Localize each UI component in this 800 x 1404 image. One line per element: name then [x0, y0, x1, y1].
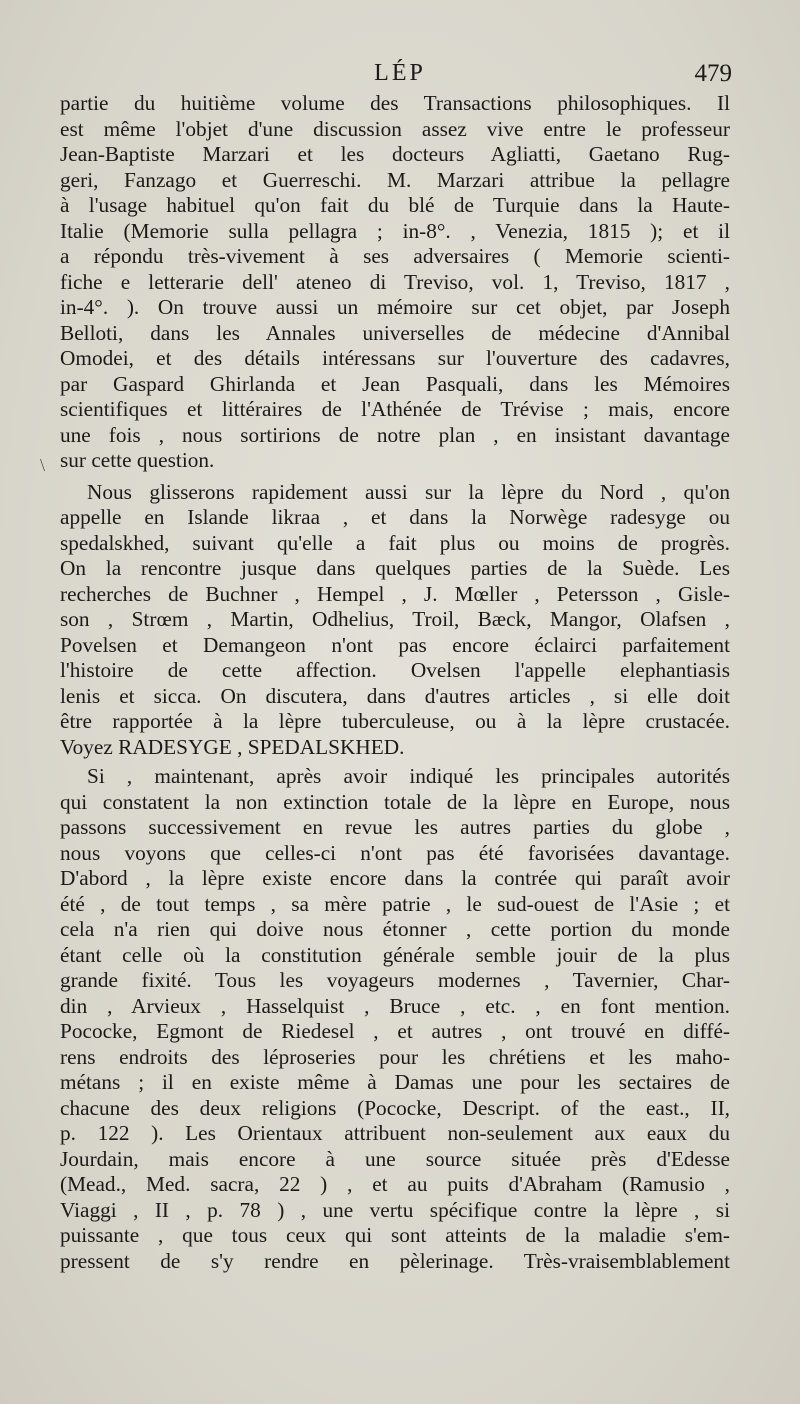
- text-line: puissante , que tous ceux qui sont atteints de la maladie s'em-: [60, 1223, 730, 1247]
- text-line: Nous glisserons rapidement aussi sur la lèpre du Nord , qu'on: [87, 479, 730, 504]
- text-line: par Gaspard Ghirlanda et Jean Pasquali, dans les Mémoires: [60, 371, 730, 396]
- text-line: l'histoire de cette affection. Ovelsen l'appelle elephantiasis: [60, 658, 730, 682]
- text-line: in-4°. ). On trouve aussi un mémoire sur cet objet, par Joseph: [60, 295, 730, 319]
- text-line: Viaggi , II , p. 78 ) , une vertu spécifique contre la lèpre , si: [60, 1197, 730, 1222]
- text-line: métans ; il en existe même à Damas une pour les sectaires de: [60, 1070, 730, 1094]
- text-line: D'abord , la lèpre existe encore dans la contrée qui paraît avoir: [60, 866, 730, 890]
- text-line: Jourdain, mais encore à une source située près d'Edesse: [60, 1146, 730, 1171]
- text-line: lenis et sicca. On discutera, dans d'autres articles , si elle doit: [60, 683, 730, 708]
- text-line: partie du huitième volume des Transactions philosophiques. Il: [60, 91, 730, 115]
- paragraph: [60, 91, 730, 474]
- text-line: (Mead., Med. sacra, 22 ) , et au puits d'Abraham (Ramusio ,: [60, 1172, 730, 1196]
- text-line: a répondu très-vivement à ses adversaires ( Memorie scienti-: [60, 244, 730, 268]
- text-line: Pococke, Egmont de Riedesel , et autres , ont trouvé en diffé-: [60, 1019, 730, 1043]
- paragraph: [60, 480, 730, 761]
- text-line: din , Arvieux , Hasselquist , Bruce , etc. , en font mention.: [60, 993, 730, 1018]
- text-line: Povelsen et Demangeon n'ont pas encore éclairci parfaitement: [60, 632, 730, 657]
- text-line: p. 122 ). Les Orientaux attribuent non-seulement aux eaux du: [60, 1121, 730, 1145]
- text-line: On la rencontre jusque dans quelques parties de la Suède. Les: [60, 556, 730, 580]
- text-line: une fois , nous sortirions de notre plan , en insistant davantage: [60, 422, 730, 447]
- text-line: est même l'objet d'une discussion assez vive entre le professeur: [60, 116, 730, 141]
- page-number: 479: [694, 60, 732, 87]
- text-line: été , de tout temps , sa mère patrie , le sud-ouest de l'Asie ; et: [60, 891, 730, 916]
- text-line: Belloti, dans les Annales universelles de médecine d'Annibal: [60, 320, 730, 345]
- text-line: nous voyons que celles-ci n'ont pas été favorisées davantage.: [60, 840, 730, 865]
- margin-mark: \: [40, 455, 46, 475]
- text-line: être rapportée à la lèpre tuberculeuse, ou à la lèpre crustacée.: [60, 709, 730, 733]
- text-line: recherches de Buchner , Hempel , J. Mœller , Petersson , Gisle-: [60, 581, 730, 606]
- body-text: [60, 91, 730, 1274]
- text-line: fiche e letterarie dell' ateneo di Treviso, vol. 1, Treviso, 1817 ,: [60, 269, 730, 294]
- text-line: cela n'a rien qui doive nous étonner , cette portion du monde: [60, 917, 730, 941]
- text-line: pressent de s'y rendre en pèlerinage. Très-vraisemblablement: [60, 1248, 730, 1273]
- text-line: étant celle où la constitution générale semble jouir de la plus: [60, 942, 730, 967]
- text-line: qui constatent la non extinction totale de la lèpre en Europe, nous: [60, 789, 730, 814]
- text-line: geri, Fanzago et Guerreschi. M. Marzari attribue la pellagre: [60, 167, 730, 192]
- text-line: Jean-Baptiste Marzari et les docteurs Agliatti, Gaetano Rug-: [60, 142, 730, 166]
- text-line: scientifiques et littéraires de l'Athénée de Trévise ; mais, encore: [60, 397, 730, 421]
- paragraph: [60, 764, 730, 1274]
- text-line: à l'usage habituel qu'on fait du blé de Turquie dans la Haute-: [60, 193, 730, 217]
- text-line: sur cette question.: [60, 448, 215, 472]
- text-line: Si , maintenant, après avoir indiqué les principales autorités: [87, 764, 730, 788]
- text-line: chacune des deux religions (Pococke, Descript. of the east., II,: [60, 1095, 730, 1120]
- text-line: Voyez RADESYGE , SPEDALSKHED.: [60, 734, 405, 759]
- text-line: grande fixité. Tous les voyageurs modernes , Tavernier, Char-: [60, 968, 730, 992]
- text-line: Omodei, et des détails intéressans sur l'ouverture des cadavres,: [60, 346, 730, 370]
- running-head: LÉP: [374, 60, 426, 86]
- text-line: son , Strœm , Martin, Odhelius, Troil, Bæck, Mangor, Olafsen ,: [60, 607, 730, 631]
- text-line: Italie (Memorie sulla pellagra ; in-8°. , Venezia, 1815 ); et il: [60, 218, 730, 243]
- text-line: rens endroits des léproseries pour les chrétiens et les maho-: [60, 1044, 730, 1069]
- text-line: passons successivement en revue les autres parties du globe ,: [60, 815, 730, 839]
- text-line: appelle en Islande likraa , et dans la Norwège radesyge ou: [60, 505, 730, 529]
- text-line: spedalskhed, suivant qu'elle a fait plus ou moins de progrès.: [60, 530, 730, 555]
